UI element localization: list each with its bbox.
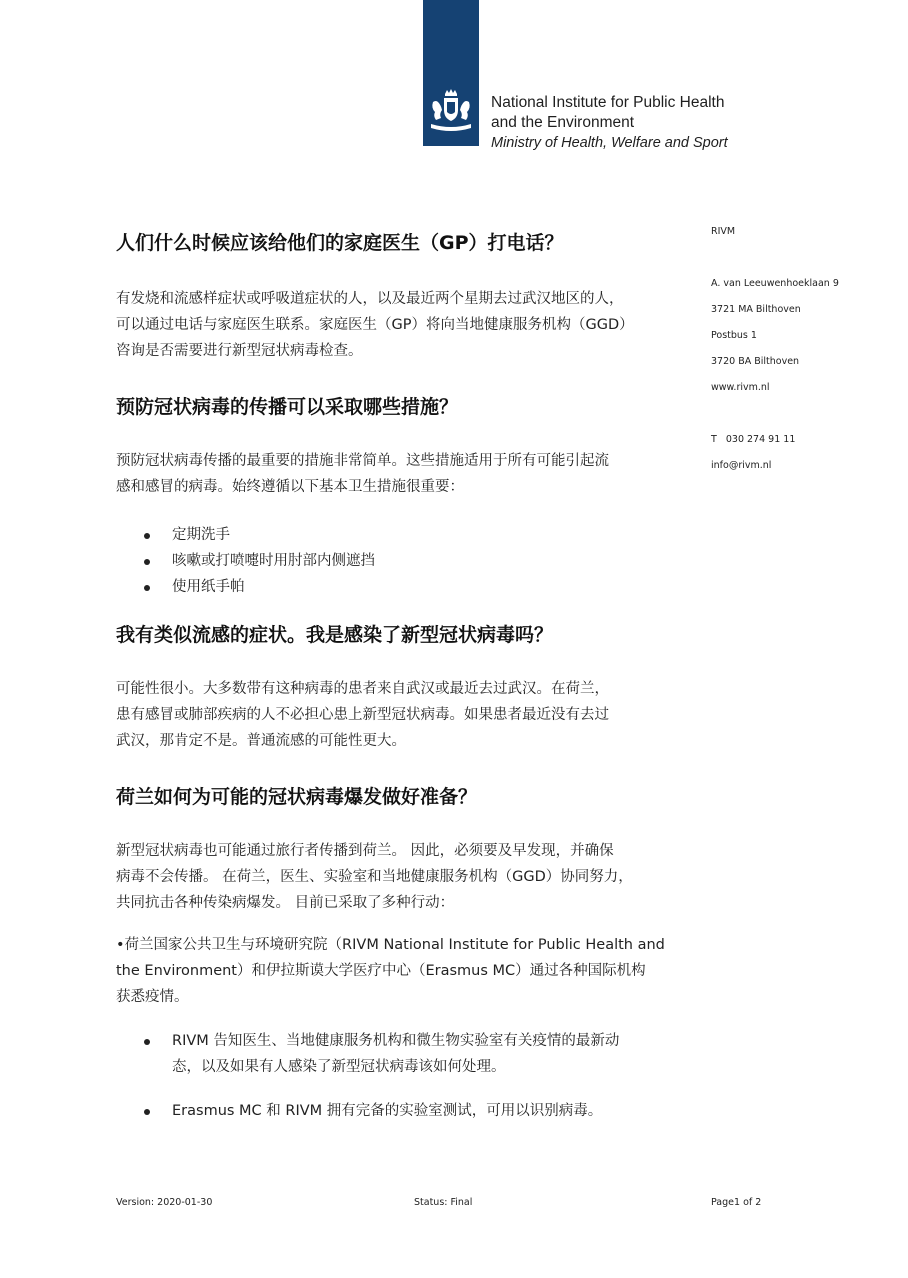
list-item: 使用纸手帕 xyxy=(116,574,700,600)
bullet-icon xyxy=(144,1039,150,1045)
list-item: 定期洗手 xyxy=(116,522,700,548)
paragraph-line: 有发烧和流感样症状或呼吸道症状的人，以及最近两个星期去过武汉地区的人， xyxy=(116,291,624,307)
paragraph-line: 可以通过电话与家庭医生联系。家庭医生（GP）将向当地健康服务机构（GGD） xyxy=(116,317,634,333)
sidebar-postbus: Postbus 1 xyxy=(711,330,757,341)
sidebar-street: A. van Leeuwenhoeklaan 9 xyxy=(711,278,839,289)
paragraph-line: 武汉，那肯定不是。普通流感的可能性更大。 xyxy=(116,733,406,749)
paragraph-line: •荷兰国家公共卫生与环境研究院（RIVM National Institute for Public Health and xyxy=(116,937,665,953)
bullet-list xyxy=(116,522,700,600)
paragraph-line: 可能性很小。大多数带有这种病毒的患者来自武汉或最近去过武汉。在荷兰， xyxy=(116,681,609,697)
paragraph-line: 预防冠状病毒传播的最重要的措施非常简单。这些措施适用于所有可能引起流 xyxy=(116,453,609,469)
footer-status: Status: Final xyxy=(414,1197,473,1208)
bullet-icon xyxy=(144,559,150,565)
bullet-list xyxy=(116,1028,700,1080)
sidebar-phone: T 030 274 91 11 xyxy=(711,434,796,445)
bullet-icon xyxy=(144,1109,150,1115)
footer-version: Version: 2020-01-30 xyxy=(116,1197,213,1208)
bullet-icon xyxy=(144,585,150,591)
org-name-line-2: and the Environment xyxy=(491,114,635,131)
coat-of-arms-icon xyxy=(427,88,475,134)
paragraph-line: 共同抗击各种传染病爆发。 目前已采取了多种行动： xyxy=(116,895,455,911)
footer-page-number: Page1 of 2 xyxy=(711,1197,762,1208)
list-item: 咳嗽或打喷嚏时用肘部内侧遮挡 xyxy=(116,548,700,574)
bullet-list xyxy=(116,1098,700,1124)
sidebar-org: RIVM xyxy=(711,226,736,237)
sidebar-postcode: 3721 MA Bilthoven xyxy=(711,304,801,315)
ministry-name: Ministry of Health, Welfare and Sport xyxy=(491,135,728,151)
sidebar-email[interactable]: info@rivm.nl xyxy=(711,460,772,471)
sidebar-website[interactable]: www.rivm.nl xyxy=(711,382,770,393)
main-content xyxy=(116,228,700,1124)
section-heading: 预防冠状病毒的传播可以采取哪些措施？ xyxy=(116,396,459,418)
paragraph-line: 患有感冒或肺部疾病的人不必担心患上新型冠状病毒。如果患者最近没有去过 xyxy=(116,707,609,723)
bullet-icon xyxy=(144,533,150,539)
paragraph-line: 咨询是否需要进行新型冠状病毒检查。 xyxy=(116,343,363,359)
org-name-line-1: National Institute for Public Health xyxy=(491,94,725,111)
section-heading: 荷兰如何为可能的冠状病毒爆发做好准备？ xyxy=(116,786,478,808)
paragraph-line: 病毒不会传播。 在荷兰，医生、实验室和当地健康服务机构（GGD）协同努力， xyxy=(116,869,633,885)
paragraph-line: 感和感冒的病毒。始终遵循以下基本卫生措施很重要： xyxy=(116,479,464,495)
organization-name xyxy=(491,93,728,153)
paragraph-line: 新型冠状病毒也可能通过旅行者传播到荷兰。 因此，必须要及早发现，并确保 xyxy=(116,843,614,859)
list-item: RIVM 告知医生、当地健康服务机构和微生物实验室有关疫情的最新动 态，以及如果有人感染了新型冠状病毒该如何处理。 xyxy=(116,1028,700,1080)
section-heading: 我有类似流感的症状。我是感染了新型冠状病毒吗？ xyxy=(116,624,554,646)
sidebar-postbus-city: 3720 BA Bilthoven xyxy=(711,356,800,367)
list-item: Erasmus MC 和 RIVM 拥有完备的实验室测试，可用以识别病毒。 xyxy=(116,1098,700,1124)
logo-bar xyxy=(423,0,479,146)
paragraph-line: the Environment）和伊拉斯谟大学医疗中心（Erasmus MC）通过各种国际机构 xyxy=(116,963,646,979)
section-heading: 人们什么时候应该给他们的家庭医生（GP）打电话？ xyxy=(116,232,564,254)
paragraph-line: 获悉疫情。 xyxy=(116,989,189,1005)
